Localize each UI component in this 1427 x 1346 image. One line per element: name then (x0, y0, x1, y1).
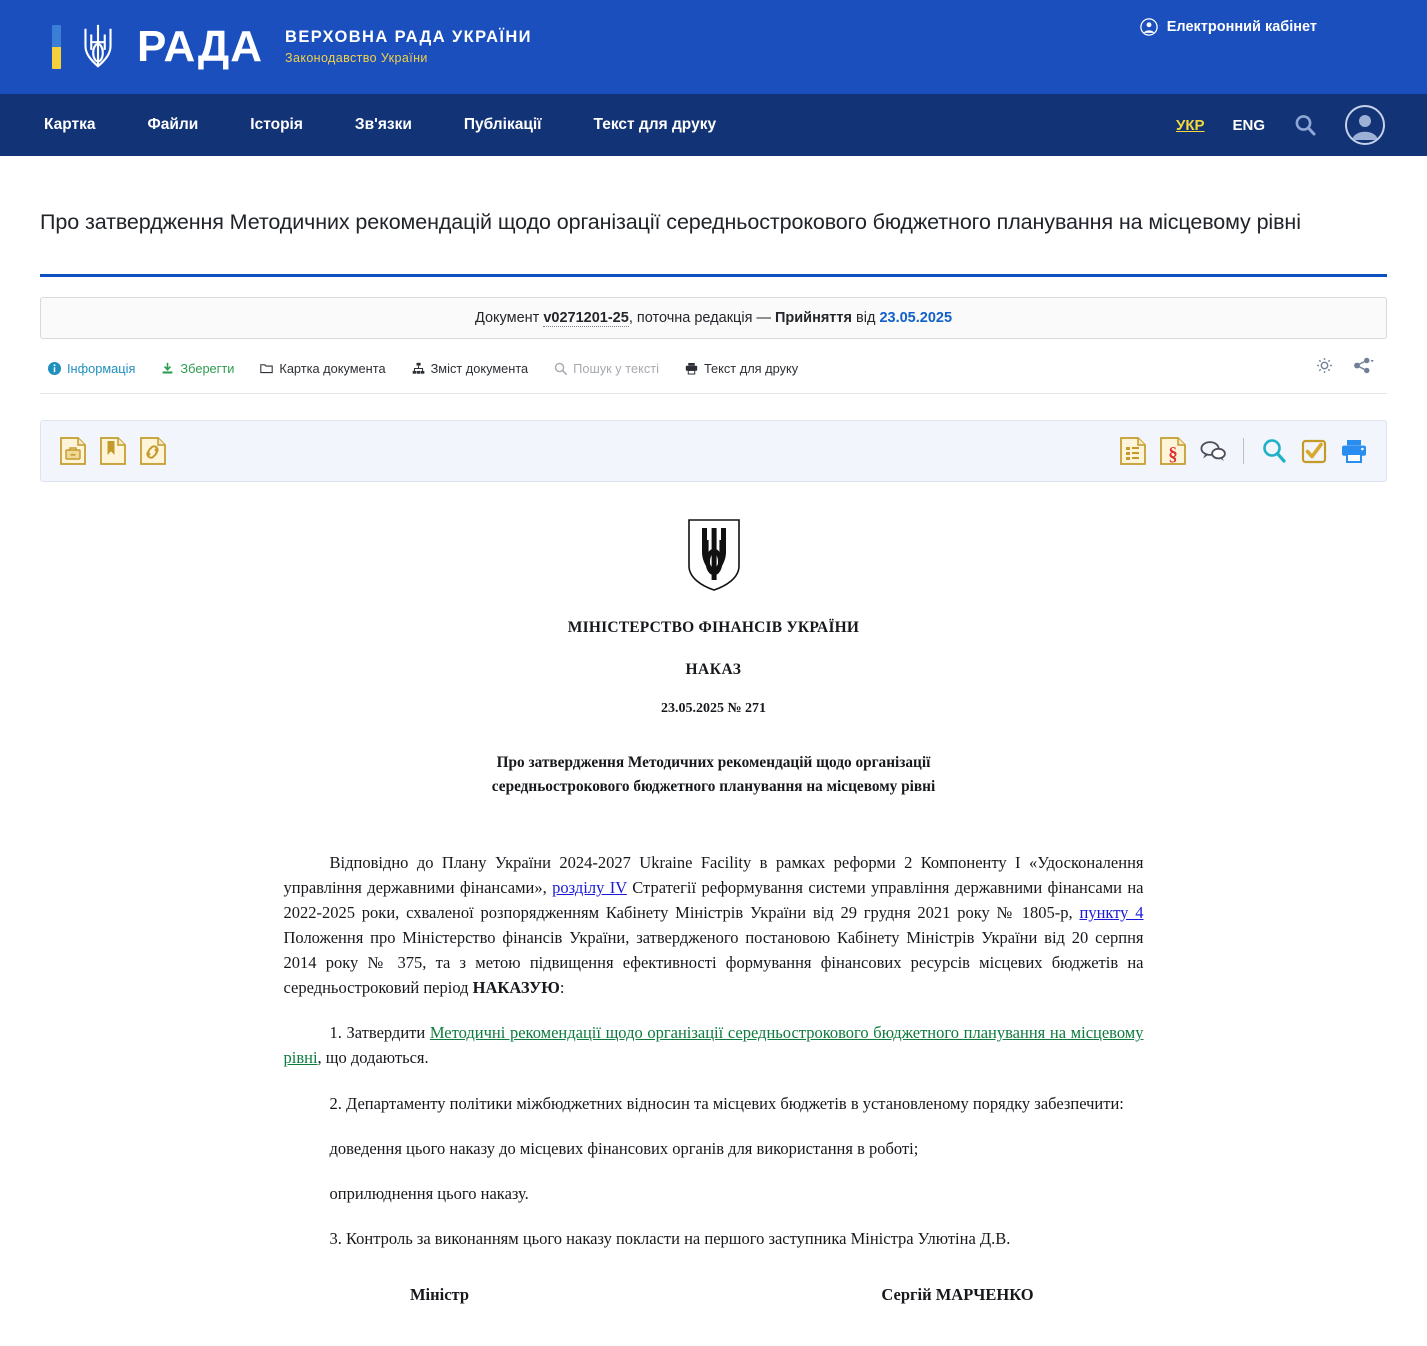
user-circle-icon (1140, 18, 1158, 36)
share-icon (1353, 357, 1375, 374)
rada-wordmark: РАДА (137, 22, 264, 71)
language-switch-eng[interactable]: ENG (1232, 116, 1265, 134)
checkbox-icon[interactable] (1298, 435, 1330, 467)
signature-role: Міністр (409, 1284, 470, 1304)
link-punkt-4[interactable]: пункту 4 (1079, 903, 1144, 923)
action-search-in-text-label: Пошук у тексті (573, 360, 659, 376)
document-signature-row (284, 1285, 1144, 1305)
title-divider (40, 274, 1387, 277)
document-link-icon[interactable] (137, 435, 169, 467)
language-switch-ukr[interactable]: УКР (1175, 116, 1205, 134)
action-bar-right (1316, 357, 1381, 379)
gear-icon (1316, 357, 1333, 374)
search-icon[interactable] (1258, 435, 1290, 467)
user-avatar-button[interactable] (1345, 105, 1385, 145)
page-content (0, 170, 1427, 1334)
document-paragraph-icon (1159, 436, 1187, 466)
emblem-wrapper (284, 518, 1144, 597)
search-icon (1261, 437, 1287, 465)
document-structure-icon (1119, 436, 1147, 466)
status-date[interactable]: 23.05.2025 (879, 310, 953, 327)
document-attachments-icon[interactable] (57, 435, 89, 467)
paragraph-1-text-b: , що додаються. (317, 1048, 429, 1068)
brand-title: ВЕРХОВНА РАДА УКРАЇНИ (285, 28, 532, 47)
document-icon-toolbar (40, 420, 1387, 482)
nav-item-publikatsii[interactable]: Публікації (463, 116, 542, 133)
document-structure-icon[interactable] (1117, 435, 1149, 467)
document-paragraph-2a: доведення цього наказу до місцевих фінансових органів для використання в роботі; (329, 1138, 919, 1158)
nav-item-kartka[interactable]: Картка (44, 116, 96, 133)
preamble-text-a: Відповідно до Плану України 2024-2027 Ukraine Facility в рамках реформи 2 Компоненту I «Удосконалення управління державними фінансами», (283, 852, 1144, 898)
brand-text (285, 27, 532, 66)
page-title: Про затвердження Методичних рекомендацій щодо організації середньострокового бюджетного планування на місцевому рівні (40, 210, 1301, 235)
document-paragraph-icon[interactable] (1157, 435, 1189, 467)
action-print-text-label: Текст для друку (703, 360, 799, 376)
status-from: від (856, 310, 876, 327)
nav-right-tools (1176, 105, 1385, 145)
toolbar-left-group (57, 435, 169, 467)
signature-name: Сергій МАРЧЕНКО (881, 1284, 1034, 1304)
document-paragraph-2b: оприлюднення цього наказу. (329, 1183, 529, 1203)
svg-text:§: § (1168, 444, 1178, 466)
document-paragraph-2: 2. Департаменту політики міжбюджетних відносин та місцевих бюджетів в установленому порядку забезпечити: (329, 1093, 1124, 1113)
comments-icon[interactable] (1197, 435, 1229, 467)
document-paragraph-3: 3. Контроль за виконанням цього наказу покласти на першого заступника Міністра Улютіна Д.В. (329, 1228, 1011, 1248)
document-paragraph-1 (284, 1020, 1144, 1070)
document-bookmark-icon (99, 436, 127, 466)
comments-icon (1199, 439, 1227, 463)
sitemap-icon (412, 362, 425, 375)
document-bookmark-icon[interactable] (97, 435, 129, 467)
document-text (284, 482, 1144, 1334)
printer-icon (1340, 438, 1368, 464)
avatar-icon (1348, 108, 1382, 142)
document-heading: Про затвердження Методичних рекомендацій щодо організації середньострокового бюджетного планування на місцевому рівні (491, 754, 936, 795)
document-paragraph-preamble (284, 850, 1144, 1000)
settings-button[interactable] (1316, 357, 1333, 379)
toolbar-right-group (1117, 435, 1370, 467)
nav-items (44, 116, 742, 134)
electronic-cabinet-link[interactable] (1140, 18, 1317, 36)
link-methodical-recommendations[interactable]: Методичні рекомендації щодо організації середньострокового бюджетного планування на місцевому рівні (283, 1023, 1144, 1068)
header-search-button[interactable] (1293, 113, 1317, 137)
brand-logo[interactable] (52, 21, 263, 73)
action-document-contents-label: Зміст документа (430, 360, 529, 376)
trident-icon (77, 21, 119, 73)
download-icon (161, 362, 174, 375)
action-document-card-label: Картка документа (279, 360, 386, 376)
action-information-label: Інформація (67, 360, 136, 376)
document-kind: НАКАЗ (685, 661, 742, 679)
nav-item-faily[interactable]: Файли (147, 116, 199, 133)
paragraph-1-text-a: 1. Затвердити (329, 1023, 430, 1043)
action-information[interactable] (48, 361, 135, 376)
document-link-icon (139, 436, 167, 466)
action-document-contents[interactable] (412, 361, 529, 376)
electronic-cabinet-label: Електронний кабінет (1166, 19, 1317, 35)
folder-icon (260, 362, 273, 375)
ukraine-trident-emblem (686, 518, 742, 592)
site-header (0, 0, 1427, 94)
action-search-in-text[interactable] (554, 361, 659, 376)
action-save[interactable] (161, 361, 234, 376)
share-button[interactable] (1353, 357, 1375, 379)
preamble-text-c: Положення про Міністерство фінансів України, затвердженого постановою Кабінету Міністрів України від 20 серпня 2014 року № 375, та з метою підвищення ефективності формування фінансових ресурсів місцевих бюджетів на середньостроковий період (283, 928, 1144, 998)
preamble-nakazuyu: НАКАЗУЮ (472, 978, 560, 998)
document-organization: МІНІСТЕРСТВО ФІНАНСІВ УКРАЇНИ (567, 619, 860, 637)
brand-subtitle: Законодавство України (285, 51, 428, 65)
document-action-bar (40, 339, 1387, 394)
status-middle: , поточна редакція — (628, 310, 775, 327)
info-icon (48, 362, 61, 375)
checkbox-icon (1301, 438, 1327, 464)
main-navigation (0, 94, 1427, 156)
document-code[interactable]: v0271201-25 (543, 310, 629, 327)
document-status-bar (40, 297, 1387, 339)
ukraine-flag-bar (52, 25, 61, 69)
nav-item-tekst-dlya-druku[interactable]: Текст для друку (593, 116, 717, 133)
status-state: Прийняття (774, 310, 852, 327)
toolbar-separator (1243, 438, 1244, 464)
preamble-text-b: Стратегії реформування системи управління державними фінансами на 2022-2025 роки, схваленої розпорядженням Кабінету Міністрів України від 29 грудня 2021 року № 1805-р, (283, 878, 1144, 923)
nav-item-zvyazky[interactable]: Зв'язки (354, 116, 412, 133)
document-attachments-icon (59, 436, 87, 466)
printer-icon[interactable] (1338, 435, 1370, 467)
link-rozdil-iv[interactable]: розділу IV (552, 878, 627, 898)
document-date-number: 23.05.2025 № 271 (660, 701, 767, 717)
preamble-text-d: : (559, 978, 565, 998)
action-document-card[interactable] (260, 361, 385, 376)
action-print-text[interactable] (685, 361, 798, 376)
nav-item-istoriya[interactable]: Історія (250, 116, 303, 133)
printer-icon (685, 362, 698, 375)
action-save-label: Зберегти (180, 360, 235, 376)
status-prefix: Документ (474, 310, 540, 327)
search-icon (1293, 113, 1317, 137)
search-icon (554, 362, 567, 375)
